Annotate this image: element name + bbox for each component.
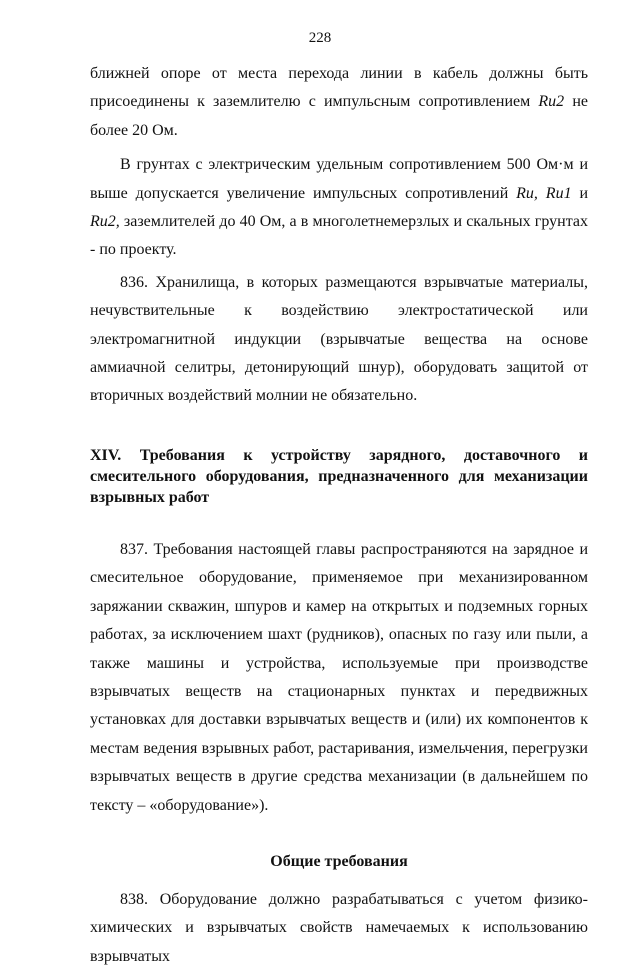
chapter-heading: XIV. Требования к устройству зарядного, доставочного и смесительного оборудования, предназначенного для механизации взрывных работ (90, 446, 588, 506)
symbol-r-u2: Rи2 (538, 93, 565, 111)
symbol-r-u1: Rи1 (545, 184, 572, 202)
text-segment: не более 20 Ом. (90, 93, 588, 139)
page-number: 228 (308, 30, 332, 46)
paragraph-continuation (90, 60, 588, 145)
text-segment: и (579, 184, 589, 202)
text-segment: В грунтах с электрическим удельным сопротивлением 500 Ом·м и выше допускается увеличение импульсных сопротивлений (90, 156, 588, 202)
section-heading: Общие требования (270, 852, 408, 870)
symbol-r-u2-comma: Rи2, (90, 213, 120, 231)
paragraph-soil-resistance (90, 151, 588, 265)
paragraph-837: 837. Требования настоящей главы распространяются на зарядное и смесительное оборудование, применяемое при механизированном заряжании скважин, шпуров и камер на открытых и подземных горных работах, за исключением шахт (рудников), опасных по газу или пыли, а также машины и устройства, используемые при производстве взрывчатых веществ на стационарных пунктах и передвижных установках для доставки взрывчатых веществ и (или) их компонентов к местам ведения взрывных работ, растаривания, измельчения, перегрузки взрывчатых веществ в другие средства механизации (в дальнейшем по тексту – «оборудование»). (90, 540, 588, 814)
paragraph-838: 838. Оборудование должно разрабатываться с учетом физико-химических и взрывчатых свойств намечаемых к использованию взрывчатых (90, 890, 588, 965)
symbol-r-u: Rи, (516, 184, 538, 202)
page-body (90, 60, 588, 971)
text-segment: заземлителей до 40 Ом, а в многолетнемерзлых и скальных грунтах - по проекту. (90, 213, 589, 259)
paragraph-836: 836. Хранилища, в которых размещаются взрывчатые материалы, нечувствительные к воздействию электростатической или электромагнитной индукции (взрывчатые вещества на основе аммиачной селитры, детонирующий шнур), оборудовать защитой от вторичных воздействий молнии не обязательно. (90, 273, 588, 405)
text-segment: ближней опоре от места перехода линии в кабель должны быть присоединены к заземлителю с импульсным сопротивлением (90, 65, 588, 111)
